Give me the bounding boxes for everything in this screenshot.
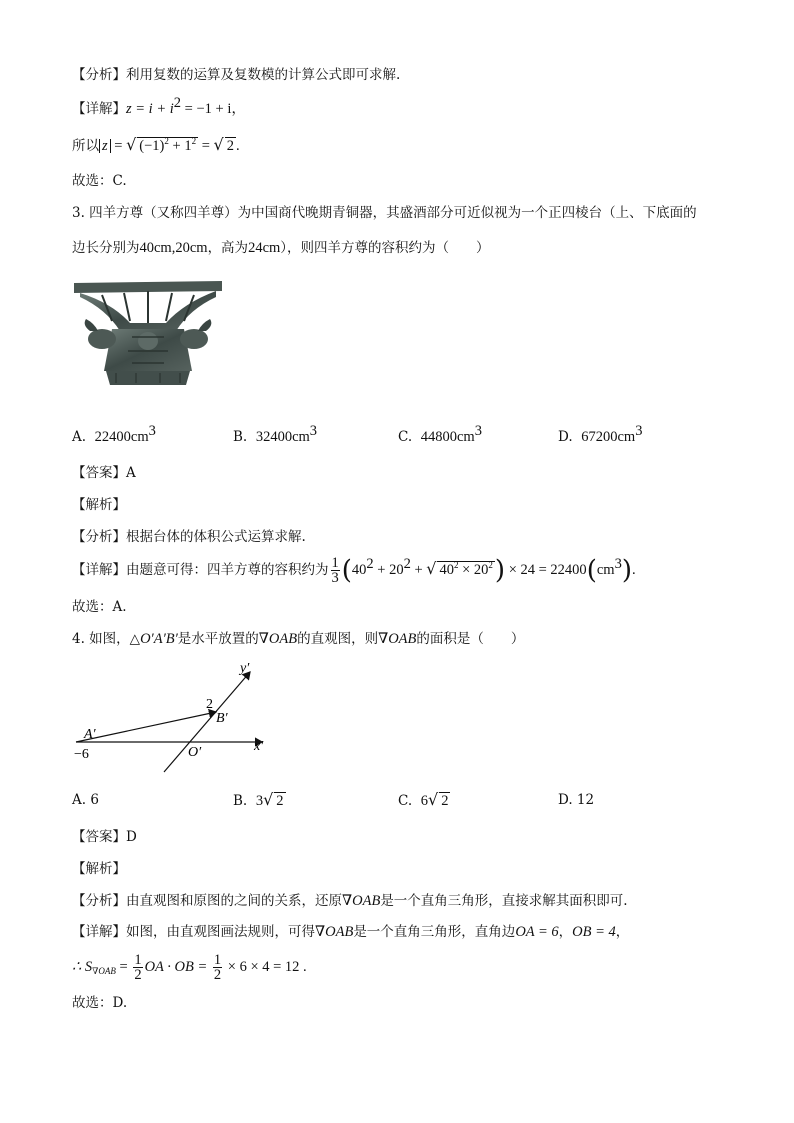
q2-analysis: 【分析】利用复数的运算及复数模的计算公式即可求解. [72,67,401,83]
q4-analysis: 【分析】由直观图和原图的之间的关系，还原∇OAB是一个直角三角形，直接求解其面积即可. [72,893,628,909]
q3-option-a[interactable]: A. $22400cm^3$ [72,423,156,445]
label-minus-six: −6 [74,747,89,762]
a-prime-label: A′ [84,727,96,742]
q4-option-c[interactable]: C. 6√ 2 [398,790,449,809]
q2-modulus: 所以 z = √ $(-1)^2 + 1^2$ = √ 2 . [72,135,240,154]
q2-choice: 故选：C. [72,173,127,189]
q4-figure [72,658,282,778]
q3-explain-heading: 【解析】 [72,497,126,513]
q4-explain-heading: 【解析】 [72,861,126,877]
label-two: 2 [206,697,213,712]
q3-option-d[interactable]: D. $67200cm^3$ [558,423,643,445]
q3-stem-line2: 边长分别为40cm,20cm，高为24cm），则四羊方尊的容积约为（ ） [72,240,490,256]
q3-option-c[interactable]: C. $44800cm^3$ [398,423,482,445]
x-prime-label: x′ [254,739,264,754]
q3-analysis: 【分析】根据台体的体积公式运算求解. [72,529,306,545]
q3-choice: 故选：A. [72,599,127,615]
bronze-vessel-image [72,275,224,388]
q3-option-b[interactable]: B. $32400cm^3$ [233,423,318,445]
segment-a-b [76,712,216,742]
q4-option-b[interactable]: B. 3√ 2 [233,790,284,809]
y-prime-label: y′ [240,661,250,676]
q4-detail: 【详解】如图，由直观图画法规则，可得∇OAB是一个直角三角形，直角边OA = 6，OB = 4， [72,924,630,940]
o-prime-label: O′ [188,745,202,760]
q4-choice: 故选：D. [72,995,128,1011]
b-prime-label: B′ [216,711,228,726]
q2-detail: 【详解】$z = i + i^2 = -1 + i$， [72,95,246,117]
q3-stem-line1: 3. 四羊方尊（又称四羊尊）为中国商代晚期青铜器，其盛酒部分可近似视为一个正四棱台（上、下底面的 [72,205,697,221]
q4-option-a[interactable]: A. 6 [72,792,99,808]
q4-answer: 【答案】D [72,829,137,845]
y-axis [164,672,250,772]
q3-answer: 【答案】A [72,465,136,481]
q4-area: ∴ $S_{\nabla OAB}$ = $\frac{1}{2}$ OA · OB = $\frac{1}{2}$ × 6 × 4 = 12 . [72,952,307,983]
q4-option-d[interactable]: D. 12 [558,792,595,808]
q3-detail: 【详解】由题意可得：四羊方尊的容积约为 $\frac{1}{3}$ ($40^2 + 20^2$ + √ $40^2 \times 20^2) \times 24 = 22400(cm^3)$. [72,555,636,586]
q4-stem: 4. 如图，△O′A′B′是水平放置的∇OAB的直观图，则∇OAB的面积是（ ） [72,631,525,647]
